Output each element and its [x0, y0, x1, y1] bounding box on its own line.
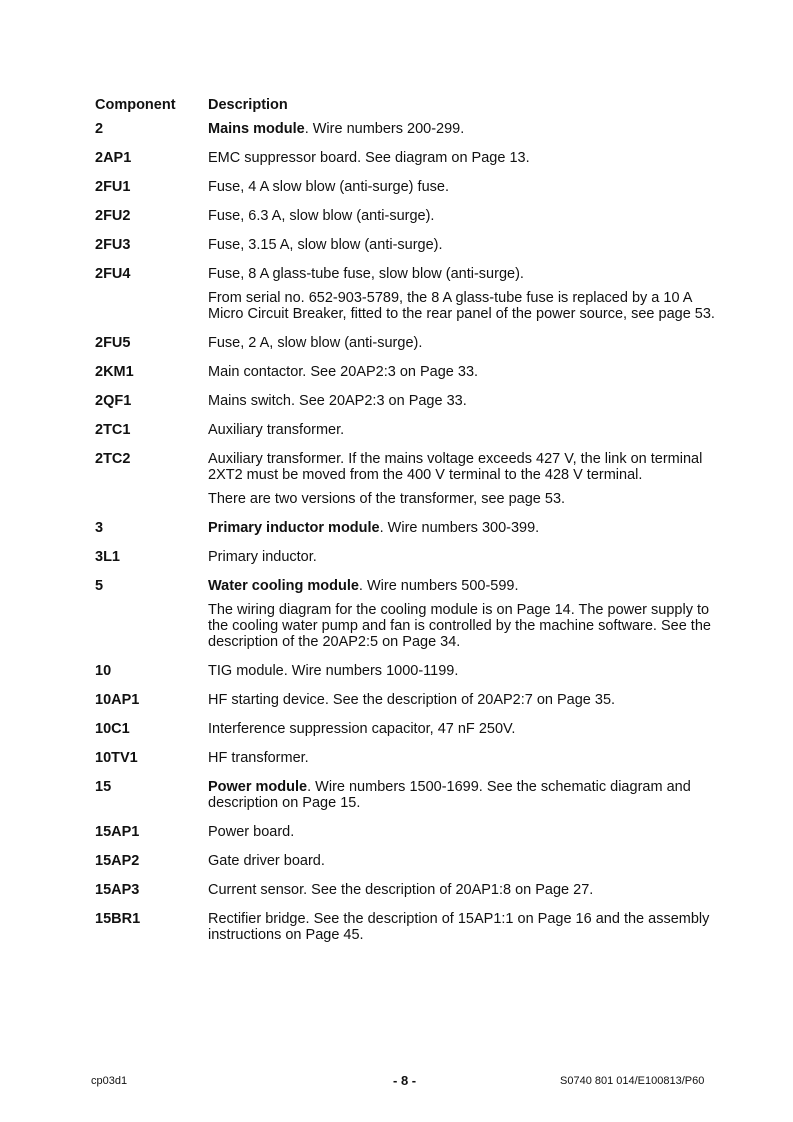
description-text: TIG module. Wire numbers 1000-1199.: [208, 663, 459, 679]
description-text: Fuse, 3.15 A, slow blow (anti-surge).: [208, 237, 443, 253]
table-row: [95, 578, 715, 650]
description-text: Power board.: [208, 824, 295, 840]
module-name: Mains module: [208, 121, 305, 137]
table-row: [95, 520, 715, 536]
description-paragraph: [208, 266, 715, 282]
description-paragraph: [208, 578, 715, 594]
component-description: [208, 824, 715, 840]
description-paragraph: [208, 335, 715, 351]
component-id: 2QF1: [95, 393, 132, 409]
description-paragraph: [208, 121, 715, 137]
description-paragraph: [208, 237, 715, 253]
table-row: [95, 721, 715, 737]
description-paragraph: [208, 549, 715, 565]
description-paragraph: [208, 208, 715, 224]
description-paragraph: [208, 290, 715, 322]
component-id: 10C1: [95, 721, 130, 737]
description-text: HF transformer.: [208, 750, 309, 766]
table-row: [95, 692, 715, 708]
table-row: [95, 853, 715, 869]
table-body: [95, 121, 715, 943]
table-row: [95, 779, 715, 811]
description-paragraph: [208, 692, 715, 708]
table-row: [95, 335, 715, 351]
description-paragraph: [208, 451, 715, 483]
component-id: 15AP3: [95, 882, 140, 898]
description-paragraph: [208, 779, 715, 811]
description-paragraph: [208, 422, 715, 438]
description-paragraph: [208, 824, 715, 840]
description-paragraph: [208, 911, 715, 943]
table-row: [95, 266, 715, 322]
component-id: 2: [95, 121, 104, 137]
component-id: 3L1: [95, 549, 120, 565]
description-text: Current sensor. See the description of 20AP1:8 on Page 27.: [208, 882, 594, 898]
description-paragraph: [208, 393, 715, 409]
table-row: [95, 422, 715, 438]
page-number: - 8 -: [393, 1073, 417, 1088]
component-id: 5: [95, 578, 104, 594]
component-description: [208, 549, 715, 565]
table-row: [95, 150, 715, 166]
description-text: Fuse, 2 A, slow blow (anti-surge).: [208, 335, 423, 351]
table-row: [95, 911, 715, 943]
component-description: [208, 208, 715, 224]
component-id: 2AP1: [95, 150, 132, 166]
table-row: [95, 882, 715, 898]
description-text: Auxiliary transformer. If the mains voltage exceeds 427 V, the link on terminal 2XT2 must be moved from the 400 V terminal to the 428 V terminal.: [208, 451, 703, 483]
description-paragraph: [208, 663, 715, 679]
description-text: From serial no. 652-903-5789, the 8 A glass-tube fuse is replaced by a 10 A Micro Circuit Breaker, fitted to the rear panel of the power source, see page 53.: [208, 290, 715, 322]
description-text: The wiring diagram for the cooling module is on Page 14. The power supply to the cooling water pump and fan is controlled by the machine software. See the description of the 20AP2:5 on Page 34.: [208, 602, 711, 650]
component-description: [208, 364, 715, 380]
description-text: Rectifier bridge. See the description of 15AP1:1 on Page 16 and the assembly instructions on Page 45.: [208, 911, 710, 943]
description-paragraph: [208, 179, 715, 195]
description-header: Description: [208, 97, 288, 113]
table-row: [95, 549, 715, 565]
component-description: [208, 451, 715, 507]
description-paragraph: [208, 882, 715, 898]
description-text: Primary inductor.: [208, 549, 317, 565]
component-id: 2TC2: [95, 451, 131, 467]
description-text: . Wire numbers 300-399.: [379, 520, 540, 536]
component-header: Component: [95, 97, 176, 113]
description-text: Interference suppression capacitor, 47 nF 250V.: [208, 721, 516, 737]
description-text: Fuse, 6.3 A, slow blow (anti-surge).: [208, 208, 435, 224]
component-description: [208, 335, 715, 351]
description-text: Mains switch. See 20AP2:3 on Page 33.: [208, 393, 467, 409]
description-paragraph: [208, 491, 715, 507]
component-table: [95, 97, 715, 956]
component-description: [208, 692, 715, 708]
component-id: 15: [95, 779, 112, 795]
description-paragraph: [208, 853, 715, 869]
table-row: [95, 393, 715, 409]
description-paragraph: [208, 721, 715, 737]
component-description: [208, 578, 715, 650]
component-id: 2FU4: [95, 266, 131, 282]
description-paragraph: [208, 150, 715, 166]
footer-reference: S0740 801 014/E100813/P60: [560, 1075, 705, 1087]
component-id: 2FU3: [95, 237, 131, 253]
component-description: [208, 237, 715, 253]
component-description: [208, 121, 715, 137]
description-paragraph: [208, 520, 715, 536]
component-description: [208, 882, 715, 898]
description-paragraph: [208, 364, 715, 380]
description-text: Fuse, 8 A glass-tube fuse, slow blow (anti-surge).: [208, 266, 524, 282]
component-description: [208, 422, 715, 438]
component-description: [208, 393, 715, 409]
footer-doc-code: cp03d1: [91, 1075, 128, 1087]
component-id: 10TV1: [95, 750, 138, 766]
module-name: Power module: [208, 779, 308, 795]
component-id: 15AP2: [95, 853, 140, 869]
description-text: There are two versions of the transformer, see page 53.: [208, 491, 566, 507]
description-text: Gate driver board.: [208, 853, 325, 869]
table-row: [95, 824, 715, 840]
table-row: [95, 750, 715, 766]
component-id: 15AP1: [95, 824, 140, 840]
table-row: [95, 364, 715, 380]
module-name: Water cooling module: [208, 578, 359, 594]
description-text: HF starting device. See the description of 20AP2:7 on Page 35.: [208, 692, 616, 708]
component-description: [208, 779, 715, 811]
table-header: [95, 97, 715, 113]
description-paragraph: [208, 602, 715, 650]
component-id: 2FU1: [95, 179, 131, 195]
component-description: [208, 266, 715, 322]
component-id: 2FU5: [95, 335, 131, 351]
module-name: Primary inductor module: [208, 520, 380, 536]
component-id: 10AP1: [95, 692, 140, 708]
description-text: Fuse, 4 A slow blow (anti-surge) fuse.: [208, 179, 449, 195]
component-description: [208, 911, 715, 943]
table-row: [95, 237, 715, 253]
table-row: [95, 208, 715, 224]
description-text: . Wire numbers 500-599.: [358, 578, 519, 594]
component-id: 3: [95, 520, 104, 536]
description-text: . Wire numbers 1500-1699. See the schematic diagram and description on Page 15.: [208, 779, 691, 811]
component-id: 2TC1: [95, 422, 131, 438]
description-text: . Wire numbers 200-299.: [304, 121, 465, 137]
description-text: EMC suppressor board. See diagram on Page 13.: [208, 150, 530, 166]
component-id: 10: [95, 663, 112, 679]
component-description: [208, 853, 715, 869]
description-text: Auxiliary transformer.: [208, 422, 345, 438]
component-id: 15BR1: [95, 911, 141, 927]
table-row: [95, 451, 715, 507]
component-id: 2FU2: [95, 208, 131, 224]
table-row: [95, 179, 715, 195]
component-description: [208, 520, 715, 536]
component-description: [208, 179, 715, 195]
table-row: [95, 663, 715, 679]
component-description: [208, 150, 715, 166]
component-description: [208, 750, 715, 766]
table-row: [95, 121, 715, 137]
component-description: [208, 721, 715, 737]
component-id: 2KM1: [95, 364, 134, 380]
component-description: [208, 663, 715, 679]
description-paragraph: [208, 750, 715, 766]
description-text: Main contactor. See 20AP2:3 on Page 33.: [208, 364, 479, 380]
